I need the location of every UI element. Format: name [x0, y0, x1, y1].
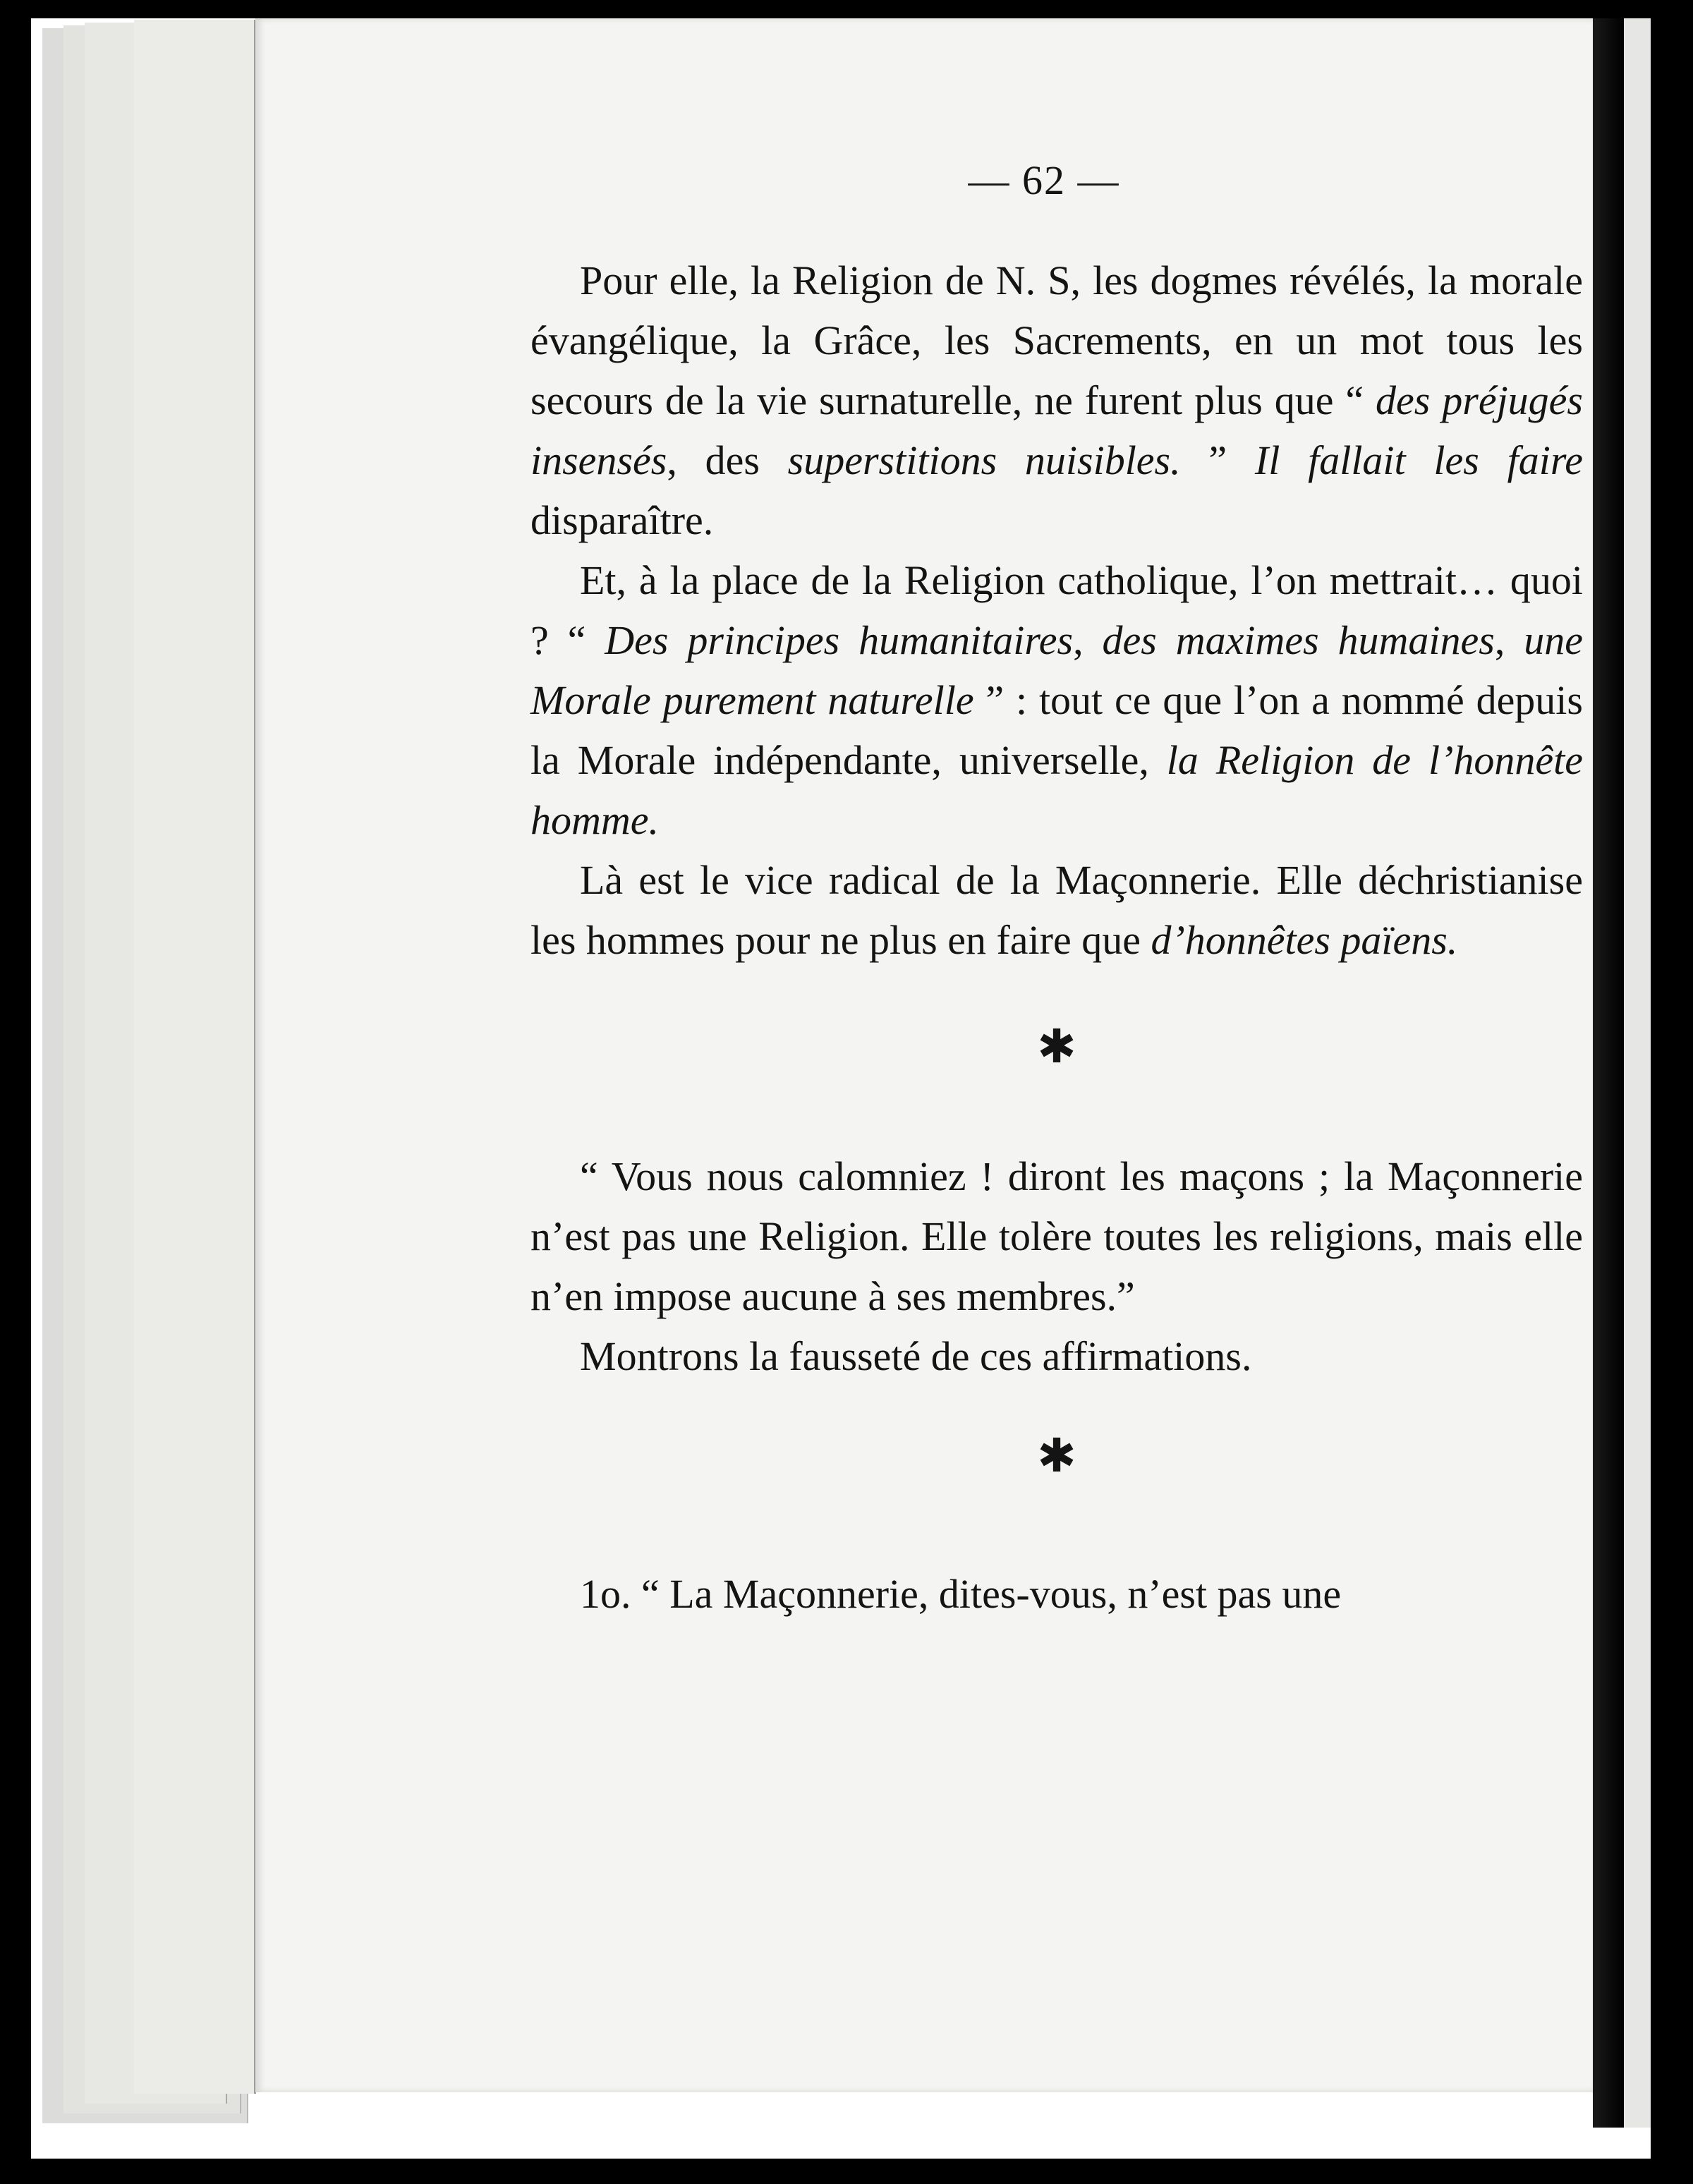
scan-border-right [1651, 0, 1693, 2184]
text-run: Pour elle, la Religion de N. S, les dogmes révélés, la morale évangélique, la Grâce, les Sacrements, en un mot tous les secours de la vie surnaturelle, ne furent plus que “ [530, 257, 1583, 423]
scan-border-bottom [0, 2159, 1693, 2184]
section-separator-asterisk: ✱ [1037, 1021, 1076, 1073]
scan-border-top [0, 0, 1693, 18]
text-run: ” : tout ce que l’on a nommé depuis la Morale indépendante, universelle, [530, 677, 1583, 783]
text-run: ” [1180, 437, 1255, 483]
text-run: , [1494, 617, 1524, 663]
page-stack-edge [134, 20, 256, 2094]
text-run: , des [667, 437, 788, 483]
italic-text: une Morale purement naturelle [530, 617, 1584, 723]
page-number: — 62 — [968, 157, 1120, 203]
quote-paragraph: “ Vous nous calomniez ! diront les maçons ; la Maçonnerie n’est pas une Religion. Elle tolère toutes les religions, mais elle n’en impose aucune à ses membres.” [530, 1153, 1583, 1319]
italic-text: Il fallait les faire [1254, 437, 1583, 483]
gutter-shadow [1593, 18, 1624, 2128]
text-run: Et, à la place de la Religion catholique, l’on mettrait… quoi ? “ [530, 557, 1583, 663]
italic-text: des maximes humaines [1102, 617, 1495, 663]
scan-border-left [0, 0, 31, 2184]
body-text [530, 250, 1583, 1624]
text-run: Là est le vice radical de la Maçonnerie. Elle déchristianise les hommes pour ne plus en faire que [530, 857, 1583, 963]
italic-text: Des principes humanitaires [605, 617, 1074, 663]
italic-text: la Religion de l’honnête homme. [530, 737, 1583, 843]
final-paragraph: 1o. “ La Maçonnerie, dites-vous, n’est pas une [580, 1571, 1342, 1617]
paragraph [530, 250, 1583, 550]
text-run: , [1073, 617, 1103, 663]
paragraph [530, 550, 1583, 850]
response-paragraph: Montrons la fausseté de ces affirmations. [580, 1333, 1252, 1379]
paragraph [530, 850, 1583, 970]
text-run: disparaître. [530, 497, 714, 543]
italic-text: superstitions nuisibles. [787, 437, 1181, 483]
italic-text: d’honnêtes païens. [1151, 917, 1458, 963]
section-separator-asterisk: ✱ [1037, 1431, 1076, 1482]
facing-page-sliver [1622, 18, 1651, 2128]
italic-text: des préjugés insensés [530, 377, 1584, 483]
